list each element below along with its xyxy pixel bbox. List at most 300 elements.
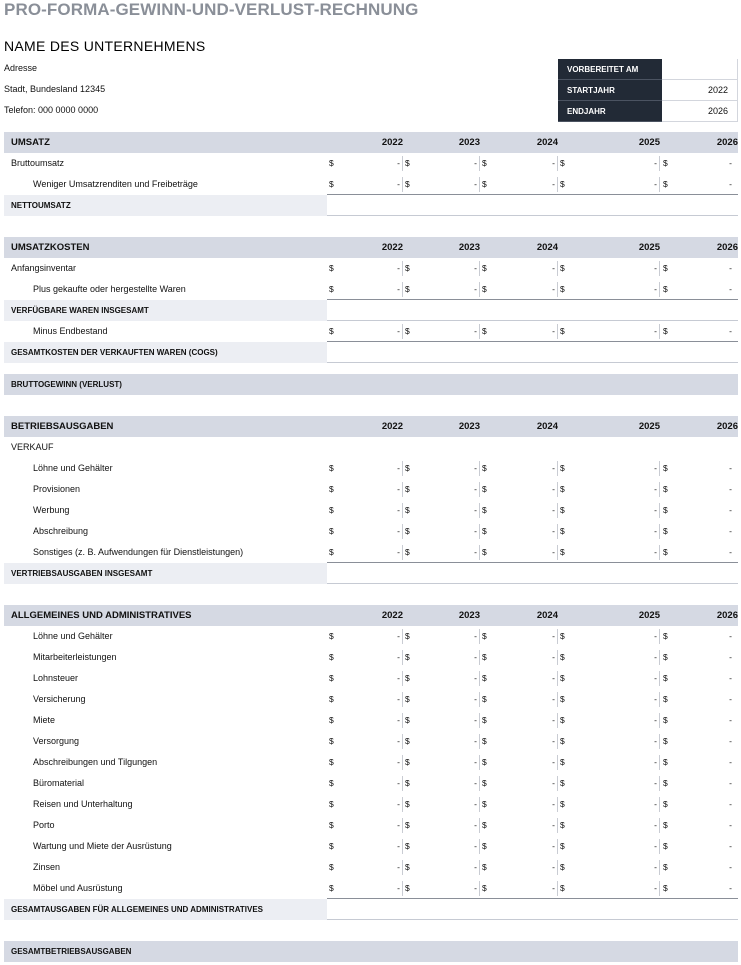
value-cell-2024[interactable]: - xyxy=(552,263,555,273)
currency-symbol: $ xyxy=(405,631,410,641)
currency-symbol: $ xyxy=(329,326,334,336)
value-cell-2026[interactable]: - xyxy=(729,694,732,704)
row-label: UMSATZKOSTEN xyxy=(11,242,90,253)
value-cell-2022[interactable]: - xyxy=(397,778,400,788)
currency-symbol: $ xyxy=(560,715,565,725)
currency-symbol: $ xyxy=(663,841,668,851)
row-label: GESAMTBETRIEBSAUSGABEN xyxy=(11,947,132,956)
value-cell-2026[interactable]: - xyxy=(729,883,732,893)
value-cell-2025[interactable]: - xyxy=(654,736,657,746)
currency-symbol: $ xyxy=(482,526,487,536)
row-label: Sonstiges (z. B. Aufwendungen für Dienstleistungen) xyxy=(33,547,244,557)
currency-symbol: $ xyxy=(663,694,668,704)
currency-symbol: $ xyxy=(560,820,565,830)
value-cell-2026[interactable]: - xyxy=(729,799,732,809)
currency-symbol: $ xyxy=(482,326,487,336)
row-label: Zinsen xyxy=(33,862,61,872)
start-year-label: STARTJAHR xyxy=(558,80,662,101)
total-value-cell[interactable] xyxy=(327,899,738,920)
city-line[interactable]: Stadt, Bundesland 12345 xyxy=(4,84,106,94)
currency-symbol: $ xyxy=(560,778,565,788)
column-separator xyxy=(659,282,660,297)
row-label: Provisionen xyxy=(33,484,81,494)
value-cell-2023[interactable]: - xyxy=(474,757,477,767)
value-cell-2023[interactable]: - xyxy=(474,631,477,641)
value-cell-2023[interactable]: - xyxy=(474,883,477,893)
column-separator xyxy=(659,482,660,497)
column-separator xyxy=(557,545,558,560)
column-separator xyxy=(479,482,480,497)
column-separator xyxy=(659,461,660,476)
value-cell-2025[interactable]: - xyxy=(654,158,657,168)
currency-symbol: $ xyxy=(405,841,410,851)
column-separator xyxy=(479,503,480,518)
currency-symbol: $ xyxy=(663,757,668,767)
line-item-row xyxy=(4,773,738,794)
value-cell-2026[interactable]: - xyxy=(729,862,732,872)
currency-symbol: $ xyxy=(329,484,334,494)
currency-symbol: $ xyxy=(482,841,487,851)
currency-symbol: $ xyxy=(329,547,334,557)
value-cell-2024[interactable]: - xyxy=(552,547,555,557)
value-cell-2023[interactable]: - xyxy=(474,778,477,788)
total-value-cell[interactable] xyxy=(327,300,738,321)
line-item-row xyxy=(4,752,738,773)
year-header-2026: 2026 xyxy=(716,242,738,253)
value-cell-2026[interactable]: - xyxy=(729,284,732,294)
sales-subheader xyxy=(4,437,738,458)
value-cell-2023[interactable]: - xyxy=(474,505,477,515)
column-separator xyxy=(402,629,403,644)
row-label: Mitarbeiterleistungen xyxy=(33,652,117,662)
value-cell-2022[interactable]: - xyxy=(397,862,400,872)
value-cell-2024[interactable]: - xyxy=(552,505,555,515)
currency-symbol: $ xyxy=(663,883,668,893)
value-cell-2022[interactable]: - xyxy=(397,736,400,746)
currency-symbol: $ xyxy=(663,652,668,662)
row-label: Versicherung xyxy=(33,694,86,704)
value-cell-2023[interactable]: - xyxy=(474,526,477,536)
company-name[interactable]: NAME DES UNTERNEHMENS xyxy=(4,38,206,54)
year-header-2026: 2026 xyxy=(716,137,738,148)
value-cell-2023[interactable]: - xyxy=(474,463,477,473)
column-separator xyxy=(557,629,558,644)
column-separator xyxy=(479,282,480,297)
currency-symbol: $ xyxy=(405,757,410,767)
line-item-row xyxy=(4,647,738,668)
currency-symbol: $ xyxy=(329,652,334,662)
value-cell-2023[interactable]: - xyxy=(474,715,477,725)
value-cell-2025[interactable]: - xyxy=(654,326,657,336)
value-cell-2024[interactable]: - xyxy=(552,326,555,336)
value-cell-2026[interactable]: - xyxy=(729,505,732,515)
year-header-2025: 2025 xyxy=(638,137,660,148)
value-cell-2026[interactable]: - xyxy=(729,463,732,473)
value-cell-2022[interactable]: - xyxy=(397,547,400,557)
column-separator xyxy=(479,545,480,560)
total-value-cell[interactable] xyxy=(327,563,738,584)
column-separator xyxy=(557,461,558,476)
value-cell-2025[interactable]: - xyxy=(654,694,657,704)
column-separator xyxy=(557,650,558,665)
currency-symbol: $ xyxy=(482,778,487,788)
row-label: Plus gekaufte oder hergestellte Waren xyxy=(33,284,186,294)
column-separator xyxy=(659,881,660,896)
value-cell-2022[interactable]: - xyxy=(397,631,400,641)
start-year-value[interactable]: 2022 xyxy=(662,80,738,101)
value-cell-2024[interactable]: - xyxy=(552,715,555,725)
value-cell-2025[interactable]: - xyxy=(654,883,657,893)
row-label: Büromaterial xyxy=(33,778,85,788)
value-cell-2023[interactable]: - xyxy=(474,158,477,168)
column-separator xyxy=(557,881,558,896)
value-cell-2025[interactable]: - xyxy=(654,179,657,189)
column-separator xyxy=(557,734,558,749)
column-separator xyxy=(402,177,403,192)
column-separator xyxy=(479,881,480,896)
value-cell-2026[interactable]: - xyxy=(729,484,732,494)
value-cell-2024[interactable]: - xyxy=(552,736,555,746)
value-cell-2022[interactable]: - xyxy=(397,526,400,536)
line-item-row xyxy=(4,668,738,689)
value-cell-2022[interactable]: - xyxy=(397,715,400,725)
opex-header xyxy=(4,416,738,437)
line-item-row xyxy=(4,626,738,647)
currency-symbol: $ xyxy=(405,284,410,294)
currency-symbol: $ xyxy=(663,263,668,273)
currency-symbol: $ xyxy=(663,715,668,725)
value-cell-2025[interactable]: - xyxy=(654,820,657,830)
column-separator xyxy=(402,156,403,171)
currency-symbol: $ xyxy=(663,158,668,168)
value-cell-2026[interactable]: - xyxy=(729,179,732,189)
value-cell-2026[interactable]: - xyxy=(729,326,732,336)
value-cell-2025[interactable]: - xyxy=(654,547,657,557)
line-item-row xyxy=(4,815,738,836)
year-header-2025: 2025 xyxy=(638,421,660,432)
column-separator xyxy=(659,755,660,770)
year-header-2023: 2023 xyxy=(458,137,480,148)
value-cell-2026[interactable]: - xyxy=(729,158,732,168)
value-cell-2026[interactable]: - xyxy=(729,757,732,767)
value-cell-2022[interactable]: - xyxy=(397,883,400,893)
value-cell-2025[interactable]: - xyxy=(654,631,657,641)
currency-symbol: $ xyxy=(663,736,668,746)
gross-profit-row xyxy=(4,374,738,395)
currency-symbol: $ xyxy=(405,484,410,494)
value-cell-2022[interactable]: - xyxy=(397,694,400,704)
value-cell-2022[interactable]: - xyxy=(397,799,400,809)
line-item-row xyxy=(4,731,738,752)
column-separator xyxy=(659,156,660,171)
value-cell-2023[interactable]: - xyxy=(474,820,477,830)
row-label: Löhne und Gehälter xyxy=(33,631,113,641)
currency-symbol: $ xyxy=(560,841,565,851)
currency-symbol: $ xyxy=(405,158,410,168)
value-cell-2023[interactable]: - xyxy=(474,284,477,294)
line-item-row xyxy=(4,689,738,710)
currency-symbol: $ xyxy=(329,526,334,536)
value-cell-2023[interactable]: - xyxy=(474,799,477,809)
value-cell-2023[interactable]: - xyxy=(474,736,477,746)
currency-symbol: $ xyxy=(482,757,487,767)
value-cell-2025[interactable]: - xyxy=(654,757,657,767)
value-cell-2022[interactable]: - xyxy=(397,820,400,830)
value-cell-2024[interactable]: - xyxy=(552,652,555,662)
currency-symbol: $ xyxy=(560,547,565,557)
currency-symbol: $ xyxy=(482,179,487,189)
value-cell-2023[interactable]: - xyxy=(474,862,477,872)
column-separator xyxy=(402,734,403,749)
value-cell-2022[interactable]: - xyxy=(397,158,400,168)
currency-symbol: $ xyxy=(482,652,487,662)
currency-symbol: $ xyxy=(405,883,410,893)
value-cell-2024[interactable]: - xyxy=(552,526,555,536)
row-label: Löhne und Gehälter xyxy=(33,463,113,473)
phone-line[interactable]: Telefon: 000 0000 0000 xyxy=(4,105,99,115)
column-separator xyxy=(479,839,480,854)
currency-symbol: $ xyxy=(329,158,334,168)
column-separator xyxy=(479,671,480,686)
value-cell-2024[interactable]: - xyxy=(552,179,555,189)
value-cell-2023[interactable]: - xyxy=(474,179,477,189)
line-item-row xyxy=(4,174,738,195)
row-label: Bruttoumsatz xyxy=(11,158,65,168)
column-separator xyxy=(479,324,480,339)
value-cell-2022[interactable]: - xyxy=(397,505,400,515)
value-cell-2026[interactable]: - xyxy=(729,631,732,641)
value-cell-2025[interactable]: - xyxy=(654,284,657,294)
value-cell-2024[interactable]: - xyxy=(552,778,555,788)
currency-symbol: $ xyxy=(482,158,487,168)
total-opex-row xyxy=(4,941,738,962)
currency-symbol: $ xyxy=(405,778,410,788)
value-cell-2022[interactable]: - xyxy=(397,652,400,662)
value-cell-2022[interactable]: - xyxy=(397,263,400,273)
value-cell-2024[interactable]: - xyxy=(552,631,555,641)
column-separator xyxy=(479,692,480,707)
value-cell-2025[interactable]: - xyxy=(654,715,657,725)
value-cell-2025[interactable]: - xyxy=(654,526,657,536)
column-separator xyxy=(402,671,403,686)
line-item-row xyxy=(4,710,738,731)
currency-symbol: $ xyxy=(405,263,410,273)
address-line[interactable]: Adresse xyxy=(4,63,38,73)
value-cell-2026[interactable]: - xyxy=(729,841,732,851)
value-cell-2024[interactable]: - xyxy=(552,673,555,683)
currency-symbol: $ xyxy=(560,526,565,536)
line-item-row xyxy=(4,321,738,342)
currency-symbol: $ xyxy=(482,284,487,294)
value-cell-2025[interactable]: - xyxy=(654,862,657,872)
column-separator xyxy=(402,818,403,833)
line-item-row xyxy=(4,458,738,479)
value-cell-2024[interactable]: - xyxy=(552,694,555,704)
currency-symbol: $ xyxy=(329,736,334,746)
value-cell-2023[interactable]: - xyxy=(474,484,477,494)
value-cell-2025[interactable]: - xyxy=(654,673,657,683)
column-separator xyxy=(479,177,480,192)
value-cell-2025[interactable]: - xyxy=(654,778,657,788)
value-cell-2025[interactable]: - xyxy=(654,463,657,473)
value-cell-2022[interactable]: - xyxy=(397,841,400,851)
value-cell-2023[interactable]: - xyxy=(474,652,477,662)
column-separator xyxy=(479,261,480,276)
currency-symbol: $ xyxy=(405,799,410,809)
value-cell-2026[interactable]: - xyxy=(729,820,732,830)
currency-symbol: $ xyxy=(482,694,487,704)
value-cell-2025[interactable]: - xyxy=(654,841,657,851)
year-header-2024: 2024 xyxy=(536,137,558,148)
value-cell-2025[interactable]: - xyxy=(654,505,657,515)
column-separator xyxy=(479,776,480,791)
prepared-on-row xyxy=(558,59,738,80)
currency-symbol: $ xyxy=(663,820,668,830)
column-separator xyxy=(557,482,558,497)
value-cell-2026[interactable]: - xyxy=(729,673,732,683)
column-separator xyxy=(402,261,403,276)
column-separator xyxy=(479,461,480,476)
year-header-2026: 2026 xyxy=(716,610,738,621)
currency-symbol: $ xyxy=(663,284,668,294)
value-cell-2024[interactable]: - xyxy=(552,484,555,494)
currency-symbol: $ xyxy=(405,694,410,704)
value-cell-2024[interactable]: - xyxy=(552,799,555,809)
row-label: VERFÜGBARE WAREN INSGESAMT xyxy=(11,306,149,315)
value-cell-2023[interactable]: - xyxy=(474,841,477,851)
currency-symbol: $ xyxy=(405,179,410,189)
value-cell-2025[interactable]: - xyxy=(654,263,657,273)
currency-symbol: $ xyxy=(405,463,410,473)
currency-symbol: $ xyxy=(329,631,334,641)
value-cell-2024[interactable]: - xyxy=(552,158,555,168)
value-cell-2025[interactable]: - xyxy=(654,484,657,494)
column-separator xyxy=(659,713,660,728)
value-cell-2022[interactable]: - xyxy=(397,179,400,189)
value-cell-2025[interactable]: - xyxy=(654,799,657,809)
column-separator xyxy=(402,482,403,497)
value-cell-2023[interactable]: - xyxy=(474,694,477,704)
column-separator xyxy=(659,503,660,518)
currency-symbol: $ xyxy=(482,862,487,872)
column-separator xyxy=(557,177,558,192)
value-cell-2022[interactable]: - xyxy=(397,673,400,683)
value-cell-2024[interactable]: - xyxy=(552,820,555,830)
value-cell-2022[interactable]: - xyxy=(397,284,400,294)
column-separator xyxy=(557,524,558,539)
currency-symbol: $ xyxy=(482,631,487,641)
column-separator xyxy=(402,545,403,560)
row-label: Reisen und Unterhaltung xyxy=(33,799,133,809)
currency-symbol: $ xyxy=(482,820,487,830)
column-separator xyxy=(557,797,558,812)
value-cell-2022[interactable]: - xyxy=(397,757,400,767)
year-header-2025: 2025 xyxy=(638,610,660,621)
value-cell-2023[interactable]: - xyxy=(474,547,477,557)
currency-symbol: $ xyxy=(405,736,410,746)
row-label: GESAMTAUSGABEN FÜR ALLGEMEINES UND ADMINISTRATIVES xyxy=(11,905,264,914)
row-label: Werbung xyxy=(33,505,70,515)
currency-symbol: $ xyxy=(329,799,334,809)
row-label: BETRIEBSAUSGABEN xyxy=(11,421,114,432)
value-cell-2024[interactable]: - xyxy=(552,883,555,893)
value-cell-2024[interactable]: - xyxy=(552,841,555,851)
value-cell-2024[interactable]: - xyxy=(552,284,555,294)
value-cell-2025[interactable]: - xyxy=(654,652,657,662)
value-cell-2026[interactable]: - xyxy=(729,778,732,788)
currency-symbol: $ xyxy=(560,736,565,746)
currency-symbol: $ xyxy=(560,883,565,893)
row-label: Möbel und Ausrüstung xyxy=(33,883,123,893)
value-cell-2026[interactable]: - xyxy=(729,715,732,725)
currency-symbol: $ xyxy=(482,263,487,273)
column-separator xyxy=(479,156,480,171)
currency-symbol: $ xyxy=(405,715,410,725)
page-title: PRO-FORMA-GEWINN-UND-VERLUST-RECHNUNG xyxy=(4,0,419,19)
column-separator xyxy=(659,776,660,791)
currency-symbol: $ xyxy=(663,505,668,515)
currency-symbol: $ xyxy=(329,284,334,294)
year-header-2023: 2023 xyxy=(458,610,480,621)
value-cell-2022[interactable]: - xyxy=(397,326,400,336)
column-separator xyxy=(557,671,558,686)
currency-symbol: $ xyxy=(663,673,668,683)
row-label: Weniger Umsatzrenditen und Freibeträge xyxy=(33,179,198,189)
value-cell-2023[interactable]: - xyxy=(474,326,477,336)
row-label: Abschreibungen und Tilgungen xyxy=(33,757,158,767)
year-header-2024: 2024 xyxy=(536,242,558,253)
currency-symbol: $ xyxy=(405,862,410,872)
value-cell-2026[interactable]: - xyxy=(729,263,732,273)
column-separator xyxy=(402,461,403,476)
value-cell-2023[interactable]: - xyxy=(474,673,477,683)
column-separator xyxy=(479,818,480,833)
value-cell-2022[interactable]: - xyxy=(397,484,400,494)
currency-symbol: $ xyxy=(663,862,668,872)
value-cell-2024[interactable]: - xyxy=(552,463,555,473)
value-cell-2024[interactable]: - xyxy=(552,862,555,872)
line-item-row xyxy=(4,521,738,542)
value-cell-2026[interactable]: - xyxy=(729,526,732,536)
column-separator xyxy=(479,713,480,728)
value-cell-2022[interactable]: - xyxy=(397,463,400,473)
revenue-header xyxy=(4,132,738,153)
value-cell-2026[interactable]: - xyxy=(729,736,732,746)
value-cell-2026[interactable]: - xyxy=(729,547,732,557)
currency-symbol: $ xyxy=(329,862,334,872)
line-item-row xyxy=(4,878,738,899)
currency-symbol: $ xyxy=(329,841,334,851)
total-value-cell[interactable] xyxy=(327,342,738,363)
value-cell-2026[interactable]: - xyxy=(729,652,732,662)
value-cell-2023[interactable]: - xyxy=(474,263,477,273)
currency-symbol: $ xyxy=(560,326,565,336)
currency-symbol: $ xyxy=(329,263,334,273)
row-label: ALLGEMEINES UND ADMINISTRATIVES xyxy=(11,610,192,621)
currency-symbol: $ xyxy=(663,484,668,494)
end-year-value[interactable]: 2026 xyxy=(662,101,738,122)
value-cell-2024[interactable]: - xyxy=(552,757,555,767)
line-item-row xyxy=(4,153,738,174)
currency-symbol: $ xyxy=(482,484,487,494)
column-separator xyxy=(402,713,403,728)
currency-symbol: $ xyxy=(329,673,334,683)
goods-available-row xyxy=(4,300,738,321)
currency-symbol: $ xyxy=(560,263,565,273)
currency-symbol: $ xyxy=(560,631,565,641)
prepared-on-value[interactable] xyxy=(662,59,738,80)
total-value-cell[interactable] xyxy=(327,195,738,216)
